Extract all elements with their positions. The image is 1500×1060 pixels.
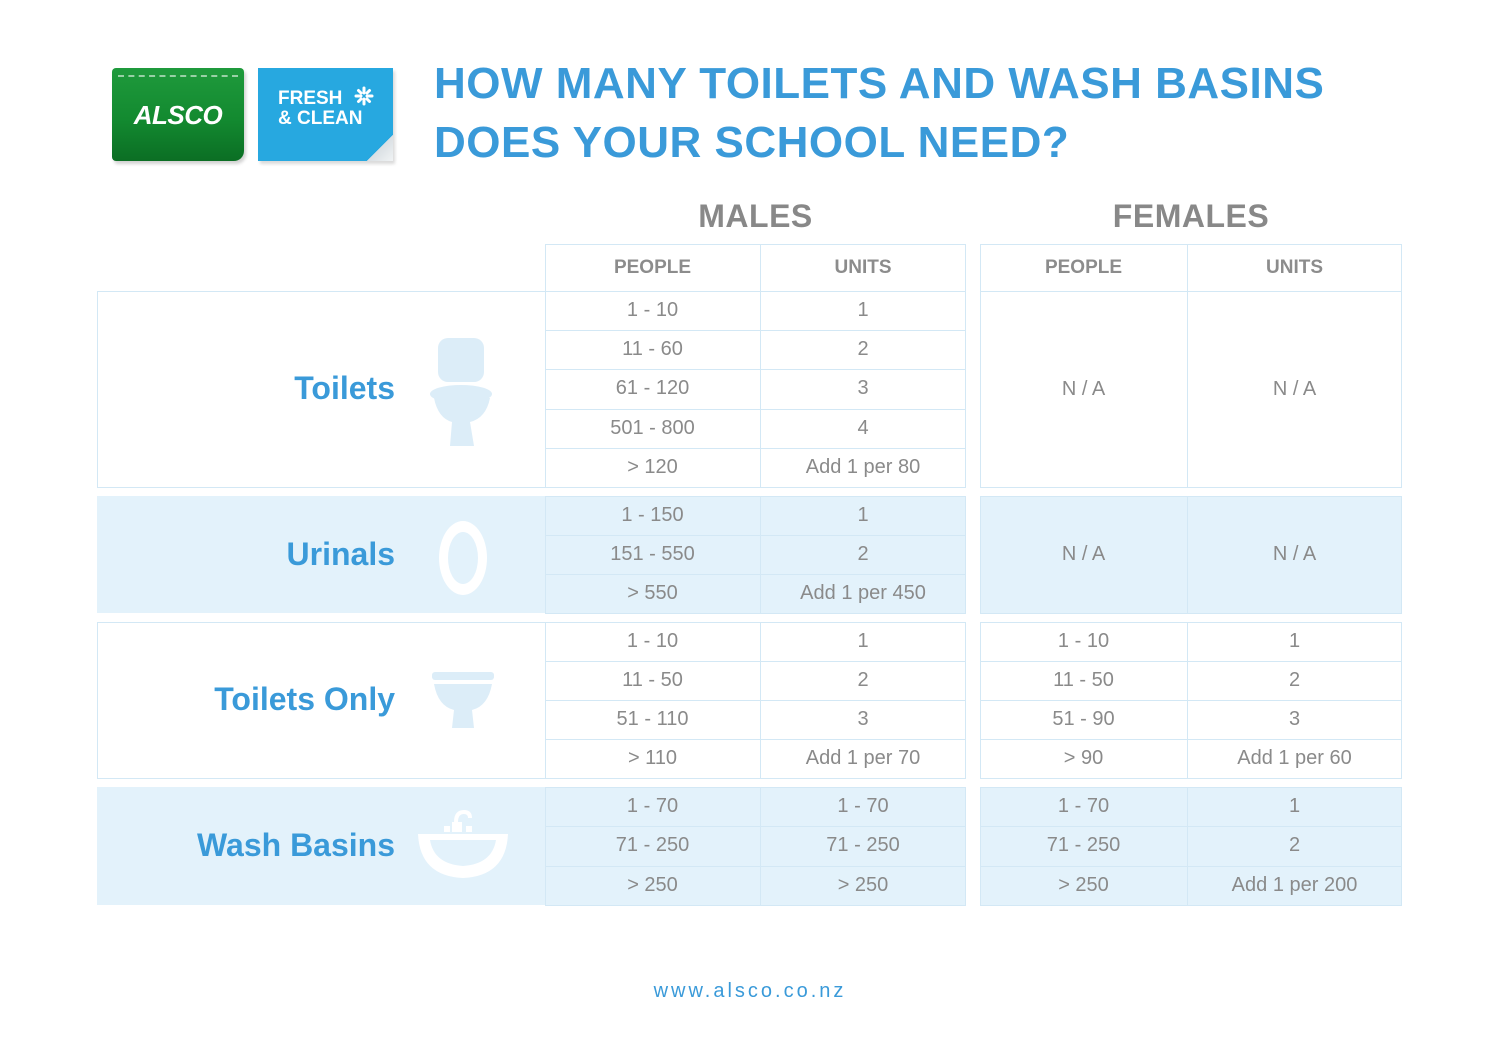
urinal-icon: [438, 520, 488, 601]
female-units-header: UNITS: [1266, 256, 1323, 278]
male-units-cell: 1: [857, 299, 869, 322]
female-units-cell: 2: [1288, 834, 1301, 857]
male-people-cell: 71 - 250: [615, 834, 690, 857]
male-units-cell: 2: [857, 669, 869, 691]
male-units-cell: 1 - 70: [837, 795, 889, 818]
female-people-header: PEOPLE: [1044, 256, 1123, 278]
alsco-logo-text: ALSCO: [133, 100, 223, 130]
female-units-cell: 2: [1288, 669, 1301, 691]
male-people-cell: > 250: [627, 873, 678, 896]
footer-url[interactable]: www.alsco.co.nz: [653, 980, 847, 1002]
male-people-header: PEOPLE: [613, 256, 692, 278]
male-units-header: UNITS: [834, 256, 892, 278]
band-gap: [966, 496, 980, 613]
fresh-logo-line2: & CLEAN: [278, 108, 363, 129]
male-people-cell: > 550: [627, 582, 678, 604]
male-units-cell: 2: [857, 543, 869, 565]
male-units-cell: Add 1 per 80: [805, 455, 921, 478]
female-people-cell: 71 - 250: [1046, 834, 1121, 857]
female-people-cell: 1 - 70: [1057, 795, 1110, 818]
female-units-cell: Add 1 per 60: [1237, 747, 1352, 769]
female-people-cell: > 90: [1063, 747, 1104, 769]
female-people-na: N / A: [1061, 543, 1106, 565]
male-units-cell: Add 1 per 70: [805, 747, 921, 769]
male-units-cell: 3: [857, 708, 869, 730]
females-heading: FEMALES: [1112, 198, 1270, 234]
male-people-cell: > 110: [627, 747, 678, 769]
female-people-cell: 11 - 50: [1053, 669, 1114, 691]
male-units-cell: > 250: [837, 873, 889, 896]
male-people-cell: 1 - 10: [626, 299, 679, 322]
female-people-na: N / A: [1061, 377, 1106, 400]
male-units-cell: 1: [857, 504, 869, 526]
female-units-cell: 1: [1288, 795, 1301, 818]
title-line-1: HOW MANY TOILETS AND WASH BASINS: [434, 59, 1325, 108]
fresh-clean-logo: [258, 68, 393, 161]
male-people-cell: 11 - 60: [622, 338, 683, 361]
female-people-cell: 51 - 90: [1052, 708, 1115, 730]
male-people-cell: 1 - 150: [621, 504, 684, 526]
row-label: Toilets: [294, 370, 395, 406]
male-units-cell: 2: [857, 338, 869, 361]
toilet-bowl-icon: [432, 672, 494, 735]
toilet-icon: [430, 338, 494, 455]
female-units-na: N / A: [1272, 543, 1317, 565]
male-people-cell: 11 - 50: [622, 669, 683, 691]
row-label: Wash Basins: [197, 826, 395, 863]
wash-basin-icon: [416, 808, 510, 885]
male-units-cell: 4: [857, 416, 869, 439]
female-units-cell: 3: [1288, 708, 1301, 730]
band-gap: [966, 787, 980, 905]
page-curl: [363, 135, 393, 161]
male-units-cell: 71 - 250: [826, 834, 900, 857]
female-units-cell: 1: [1288, 630, 1301, 652]
alsco-logo: [112, 68, 244, 161]
male-people-cell: 151 - 550: [610, 543, 695, 565]
fresh-logo-line1: FRESH: [278, 88, 343, 109]
row-label: Urinals: [286, 535, 395, 572]
male-units-cell: Add 1 per 450: [800, 582, 926, 604]
male-people-cell: > 120: [627, 455, 678, 478]
male-units-cell: 1: [857, 630, 869, 652]
male-people-cell: 1 - 10: [626, 630, 679, 652]
sparkle-icon: [354, 86, 374, 106]
male-units-cell: 3: [857, 377, 869, 400]
female-people-cell: > 250: [1058, 873, 1109, 896]
male-people-cell: 61 - 120: [615, 377, 690, 400]
female-units-cell: Add 1 per 200: [1231, 873, 1358, 896]
male-people-cell: 501 - 800: [610, 416, 695, 439]
row-label: Toilets Only: [214, 681, 395, 717]
female-people-cell: 1 - 10: [1057, 630, 1110, 652]
female-units-na: N / A: [1272, 377, 1317, 400]
male-people-cell: 1 - 70: [626, 795, 679, 818]
males-heading: MALES: [698, 198, 813, 234]
male-people-cell: 51 - 110: [616, 708, 689, 730]
title-line-2: DOES YOUR SCHOOL NEED?: [434, 118, 1070, 167]
